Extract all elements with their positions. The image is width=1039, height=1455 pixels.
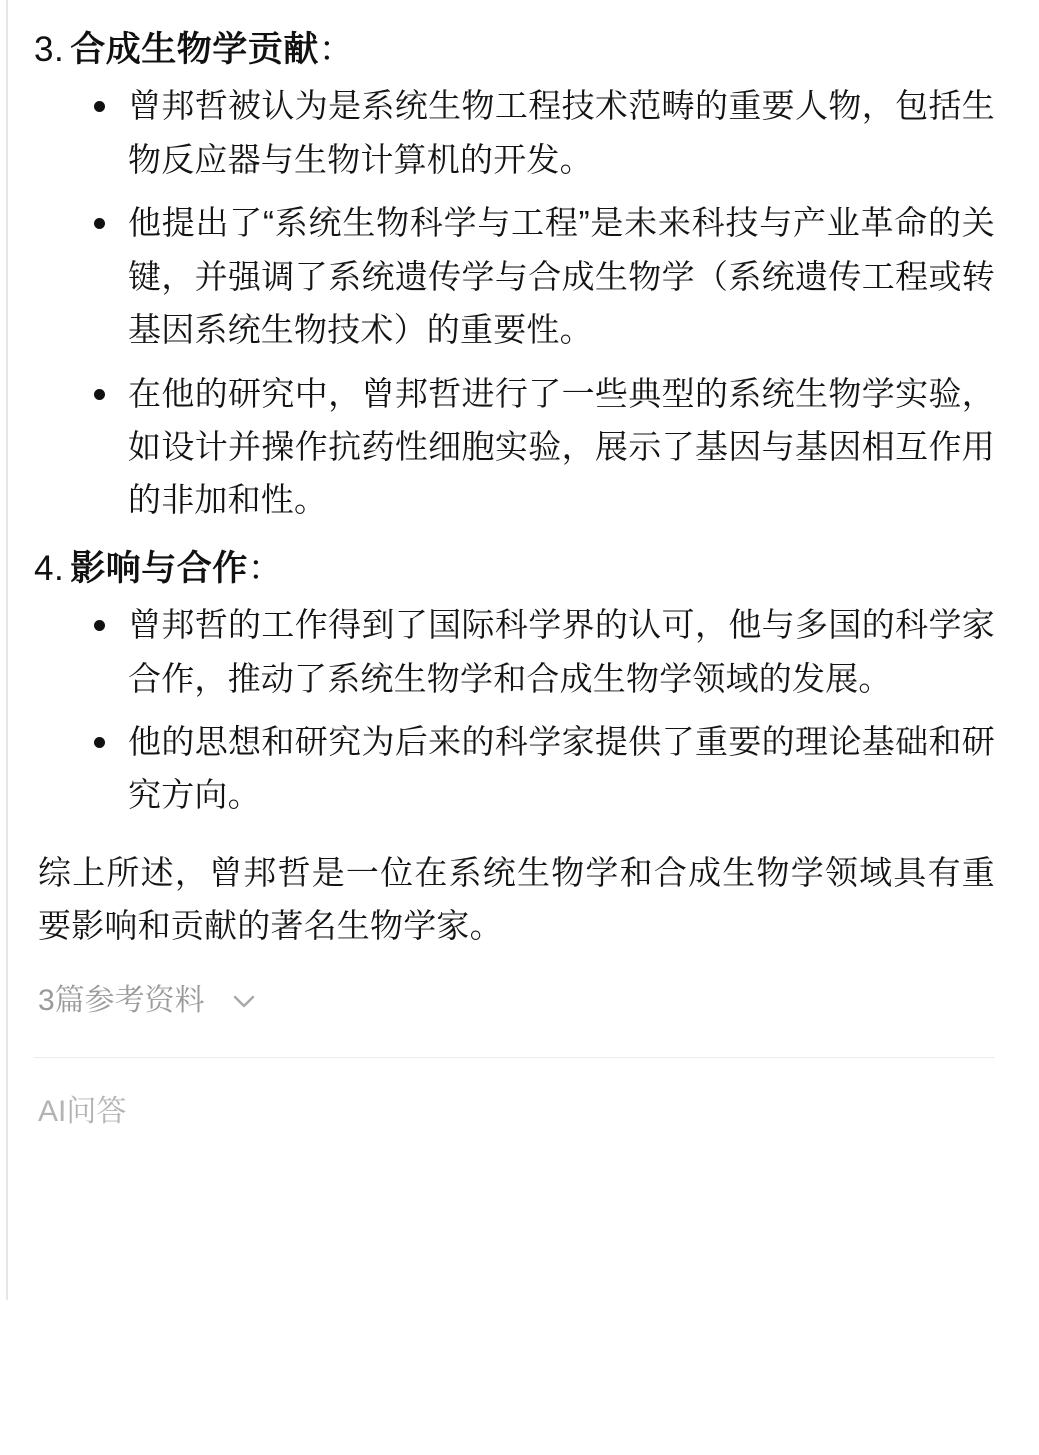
left-edge-rule	[6, 0, 8, 1300]
list-item: 他的思想和研究为后来的科学家提供了重要的理论基础和研究方向。	[88, 715, 995, 822]
chevron-down-icon[interactable]	[227, 984, 261, 1018]
section-3-number: 3.	[34, 30, 65, 69]
section-4-colon: ：	[247, 548, 284, 588]
section-3-title: 合成生物学贡献	[70, 30, 319, 69]
list-item: 曾邦哲的工作得到了国际科学界的认可，他与多国的科学家合作，推动了系统生物学和合成生物学领域的发展。	[88, 598, 995, 705]
references-label: 3篇参考资料	[38, 983, 205, 1017]
section-4-heading	[34, 545, 995, 592]
section-3-colon: ：	[318, 30, 355, 69]
footer-label: AI问答	[38, 1094, 127, 1128]
section-4-bullet-list	[34, 598, 995, 822]
list-item: 曾邦哲被认为是系统生物工程技术范畴的重要人物，包括生物反应器与生物计算机的开发。	[88, 79, 995, 186]
list-item: 在他的研究中，曾邦哲进行了一些典型的系统生物学实验，如设计并操作抗药性细胞实验，展示了基因与基因相互作用的非加和性。	[88, 367, 995, 527]
section-3	[34, 26, 995, 527]
footer-divider	[34, 1057, 995, 1058]
section-4-number: 4.	[34, 548, 65, 588]
section-3-heading	[34, 26, 995, 73]
references-toggle[interactable]	[38, 983, 995, 1019]
section-3-bullet-list	[34, 79, 995, 527]
section-4	[34, 545, 995, 822]
list-item: 他提出了“系统生物科学与工程”是未来科技与产业革命的关键，并强调了系统遗传学与合成生物学（系统遗传工程或转基因系统生物技术）的重要性。	[88, 196, 995, 356]
closing-paragraph: 综上所述，曾邦哲是一位在系统生物学和合成生物学领域具有重要影响和贡献的著名生物学家。	[38, 853, 995, 945]
section-4-title: 影响与合作	[70, 548, 248, 588]
answer-content	[34, 26, 995, 1130]
